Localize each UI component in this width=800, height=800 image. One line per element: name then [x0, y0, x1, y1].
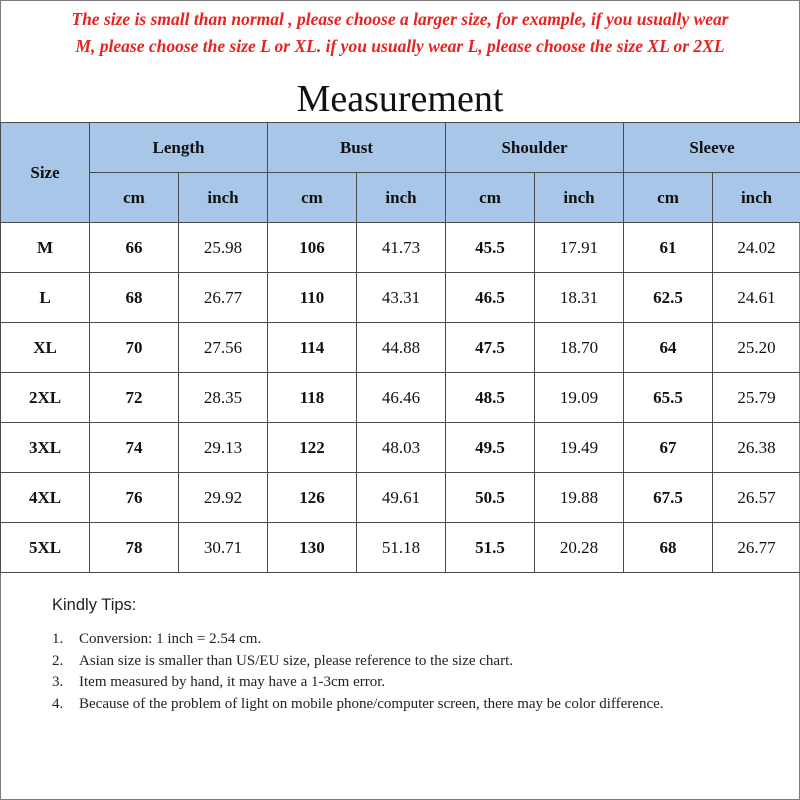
- list-item: [52, 629, 752, 651]
- size-label: XL: [1, 323, 90, 373]
- size-label: M: [1, 223, 90, 273]
- size-chart-table: [0, 122, 800, 573]
- bust-cm: 118: [268, 373, 357, 423]
- shoulder-inch: 19.88: [535, 473, 624, 523]
- bust-inch: 44.88: [357, 323, 446, 373]
- header-shoulder: Shoulder: [446, 123, 624, 173]
- length-inch: 29.13: [179, 423, 268, 473]
- size-label: 4XL: [1, 473, 90, 523]
- sleeve-inch: 26.77: [713, 523, 800, 573]
- size-warning-line-2: M, please choose the size L or XL. if you usually wear L, please choose the size XL or 2XL: [75, 36, 725, 56]
- length-cm: 78: [90, 523, 179, 573]
- length-inch: 28.35: [179, 373, 268, 423]
- bust-inch: 51.18: [357, 523, 446, 573]
- header-unit-cm: cm: [90, 173, 179, 223]
- tip-number: 1.: [52, 631, 64, 647]
- sleeve-inch: 24.02: [713, 223, 800, 273]
- table-header-row-groups: [1, 123, 800, 173]
- table-row: [1, 323, 800, 373]
- tips-title: Kindly Tips:: [52, 596, 137, 614]
- length-inch: 30.71: [179, 523, 268, 573]
- length-cm: 72: [90, 373, 179, 423]
- sleeve-cm: 61: [624, 223, 713, 273]
- size-warning: [0, 6, 800, 60]
- header-size: Size: [1, 123, 90, 223]
- length-cm: 66: [90, 223, 179, 273]
- header-unit-inch: inch: [535, 173, 624, 223]
- sleeve-cm: 62.5: [624, 273, 713, 323]
- bust-inch: 48.03: [357, 423, 446, 473]
- length-cm: 76: [90, 473, 179, 523]
- bust-inch: 46.46: [357, 373, 446, 423]
- tips-list: [52, 629, 752, 715]
- tip-number: 2.: [52, 652, 64, 669]
- tip-text: Conversion: 1 inch = 2.54 cm.: [79, 631, 262, 647]
- sleeve-inch: 24.61: [713, 273, 800, 323]
- bust-cm: 126: [268, 473, 357, 523]
- sleeve-inch: 26.57: [713, 473, 800, 523]
- sleeve-inch: 25.79: [713, 373, 800, 423]
- shoulder-cm: 49.5: [446, 423, 535, 473]
- header-unit-inch: inch: [357, 173, 446, 223]
- bust-cm: 106: [268, 223, 357, 273]
- length-inch: 25.98: [179, 223, 268, 273]
- length-inch: 27.56: [179, 323, 268, 373]
- bust-cm: 110: [268, 273, 357, 323]
- header-unit-cm: cm: [624, 173, 713, 223]
- table-row: [1, 273, 800, 323]
- list-item: [52, 651, 752, 673]
- shoulder-cm: 45.5: [446, 223, 535, 273]
- sleeve-cm: 67: [624, 423, 713, 473]
- shoulder-cm: 46.5: [446, 273, 535, 323]
- shoulder-inch: 18.31: [535, 273, 624, 323]
- sleeve-inch: 26.38: [713, 423, 800, 473]
- sleeve-inch: 25.20: [713, 323, 800, 373]
- shoulder-inch: 19.09: [535, 373, 624, 423]
- tip-text: Asian size is smaller than US/EU size, please reference to the size chart.: [79, 652, 513, 669]
- kindly-tips: [52, 596, 752, 715]
- size-label: L: [1, 273, 90, 323]
- shoulder-inch: 18.70: [535, 323, 624, 373]
- page-title: Measurement: [296, 78, 504, 120]
- length-inch: 29.92: [179, 473, 268, 523]
- size-label: 2XL: [1, 373, 90, 423]
- size-label: 3XL: [1, 423, 90, 473]
- sleeve-cm: 67.5: [624, 473, 713, 523]
- bust-inch: 49.61: [357, 473, 446, 523]
- shoulder-inch: 19.49: [535, 423, 624, 473]
- header-sleeve: Sleeve: [624, 123, 800, 173]
- table-row: [1, 423, 800, 473]
- shoulder-inch: 20.28: [535, 523, 624, 573]
- length-cm: 68: [90, 273, 179, 323]
- bust-inch: 43.31: [357, 273, 446, 323]
- header-unit-inch: inch: [713, 173, 800, 223]
- bust-cm: 130: [268, 523, 357, 573]
- bust-cm: 122: [268, 423, 357, 473]
- sleeve-cm: 65.5: [624, 373, 713, 423]
- shoulder-cm: 48.5: [446, 373, 535, 423]
- size-label: 5XL: [1, 523, 90, 573]
- table-row: [1, 523, 800, 573]
- tip-number: 3.: [52, 674, 64, 690]
- bust-cm: 114: [268, 323, 357, 373]
- header-unit-cm: cm: [446, 173, 535, 223]
- header-unit-inch: inch: [179, 173, 268, 223]
- table-row: [1, 223, 800, 273]
- shoulder-cm: 50.5: [446, 473, 535, 523]
- bust-inch: 41.73: [357, 223, 446, 273]
- tip-text: Because of the problem of light on mobile phone/computer screen, there may be color difference.: [79, 695, 664, 712]
- table-row: [1, 473, 800, 523]
- list-item: [52, 672, 752, 694]
- length-cm: 70: [90, 323, 179, 373]
- header-bust: Bust: [268, 123, 446, 173]
- length-cm: 74: [90, 423, 179, 473]
- list-item: [52, 694, 752, 716]
- tip-text: Item measured by hand, it may have a 1-3cm error.: [79, 674, 386, 690]
- shoulder-inch: 17.91: [535, 223, 624, 273]
- sleeve-cm: 68: [624, 523, 713, 573]
- tip-number: 4.: [52, 695, 64, 712]
- shoulder-cm: 47.5: [446, 323, 535, 373]
- shoulder-cm: 51.5: [446, 523, 535, 573]
- header-length: Length: [90, 123, 268, 173]
- size-warning-line-1: The size is small than normal , please choose a larger size, for example, if you usually wear: [71, 9, 729, 29]
- header-unit-cm: cm: [268, 173, 357, 223]
- table-header-row-units: [1, 173, 800, 223]
- sleeve-cm: 64: [624, 323, 713, 373]
- table-row: [1, 373, 800, 423]
- length-inch: 26.77: [179, 273, 268, 323]
